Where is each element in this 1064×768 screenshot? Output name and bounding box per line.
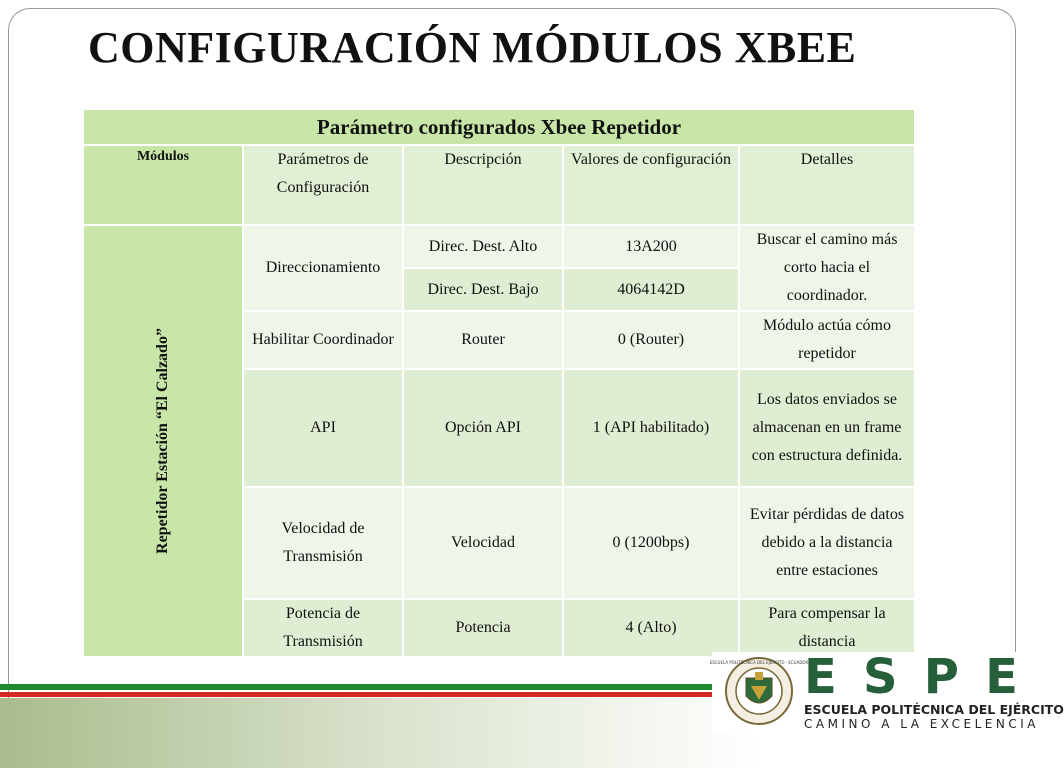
detail-router: Módulo actúa cómo repetidor <box>740 312 916 370</box>
slide-title: CONFIGURACIÓN MÓDULOS XBEE <box>88 23 857 72</box>
param-api: API <box>244 370 404 488</box>
value-direc-alto: 13A200 <box>564 226 740 269</box>
detail-velocidad: Evitar pérdidas de datos debido a la distancia entre estaciones <box>740 488 916 600</box>
header-valores: Valores de configuración <box>564 146 740 226</box>
espe-letter: E <box>985 649 1018 705</box>
header-parametros: Parámetros de Configuración <box>244 146 404 226</box>
param-direccionamiento: Direccionamiento <box>244 226 404 312</box>
desc-velocidad: Velocidad <box>404 488 564 600</box>
header-detalles: Detalles <box>740 146 916 226</box>
espe-letter: P <box>923 649 959 705</box>
module-cell <box>84 226 244 658</box>
header-descripcion: Descripción <box>404 146 564 226</box>
espe-letter: E <box>804 649 837 705</box>
value-velocidad: 0 (1200bps) <box>564 488 740 600</box>
desc-direc-bajo: Direc. Dest. Bajo <box>404 269 564 312</box>
value-router: 0 (Router) <box>564 312 740 370</box>
espe-wordmark <box>804 649 1018 705</box>
desc-direc-alto: Direc. Dest. Alto <box>404 226 564 269</box>
value-direc-bajo: 4064142D <box>564 269 740 312</box>
university-seal-icon <box>709 656 809 726</box>
param-potencia: Potencia de Transmisión <box>244 600 404 658</box>
footer-green-band <box>0 684 716 690</box>
detail-direccionamiento: Buscar el camino más corto hacia el coordinador. <box>740 226 916 312</box>
table-caption: Parámetro configurados Xbee Repetidor <box>84 110 916 146</box>
espe-logo <box>709 649 1064 734</box>
value-api: 1 (API habilitado) <box>564 370 740 488</box>
desc-api: Opción API <box>404 370 564 488</box>
table-row <box>84 226 916 269</box>
espe-letter: S <box>863 649 898 705</box>
institution-name: ESCUELA POLITÉCNICA DEL EJÉRCITO <box>804 702 1064 717</box>
header-modulos: Módulos <box>84 146 244 226</box>
detail-potencia: Para compensar la distancia <box>740 600 916 658</box>
param-habilitar: Habilitar Coordinador <box>244 312 404 370</box>
desc-potencia: Potencia <box>404 600 564 658</box>
config-table <box>84 110 916 658</box>
institution-motto: CAMINO A LA EXCELENCIA <box>804 717 1039 731</box>
footer-red-band <box>0 692 716 697</box>
desc-router: Router <box>404 312 564 370</box>
table-header-row <box>84 146 916 226</box>
detail-api: Los datos enviados se almacenan en un frame con estructura definida. <box>740 370 916 488</box>
value-potencia: 4 (Alto) <box>564 600 740 658</box>
seal-text: ESCUELA POLITÉCNICA DEL EJÉRCITO · ECUADOR <box>709 660 809 665</box>
module-label: Repetidor Estación “El Calzado” <box>154 328 171 554</box>
footer-gradient <box>0 698 760 768</box>
param-velocidad: Velocidad de Transmisión <box>244 488 404 600</box>
